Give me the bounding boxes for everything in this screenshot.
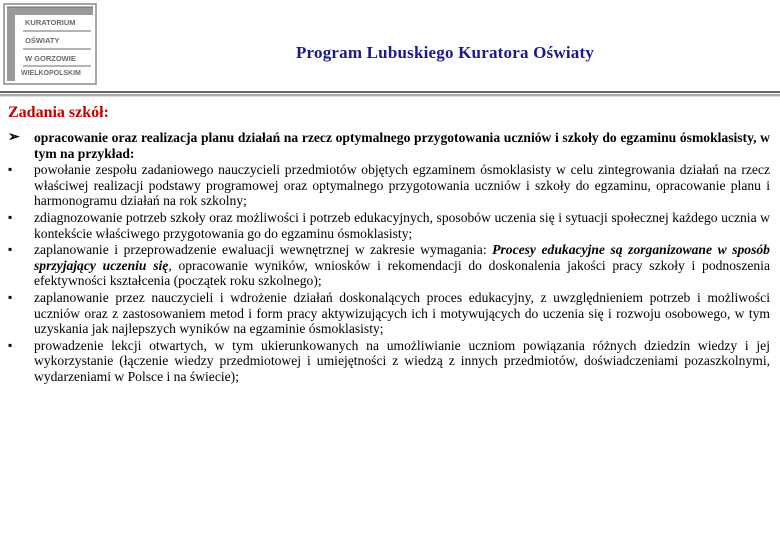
list-item xyxy=(8,242,770,289)
list-item-text: powołanie zespołu zadaniowego nauczycieli przedmiotów objętych egzaminem ósmoklasisty w celu zintegrowania działań na rzecz właściwej realizacji podstawy programowej oraz optymalnego przygotowania uczniów i szkoły do egzaminu, opracowanie planu i harmonogramu działań na rok szkolny; xyxy=(34,162,770,209)
task-list xyxy=(8,130,770,385)
section-title: Zadania szkół: xyxy=(8,104,109,121)
square-bullet-icon: ▪ xyxy=(8,242,13,257)
main-item-text: opracowanie oraz realizacja planu działań na rzecz optymalnego przygotowania uczniów i szkoły do egzaminu ósmoklasisty, w tym na przykład: xyxy=(34,130,770,161)
list-item-emphasis: Procesy edukacyjne są zorganizowane w sposób sprzyjający uczeniu się xyxy=(34,242,770,273)
list-item-text-before: zaplanowanie i przeprowadzenie ewaluacji wewnętrznej w zakresie wymagania: xyxy=(34,242,493,258)
arrow-bullet-icon: ➢ xyxy=(8,130,20,145)
square-bullet-icon: ▪ xyxy=(8,162,13,177)
list-item-text: zdiagnozowanie potrzeb szkoły oraz możliwości i potrzeb edukacyjnych, sposobów uczenia się i sytuacji społecznej każdego ucznia w kontekście właściwego przygotowania go do egzaminu ósmoklasisty; xyxy=(34,209,770,241)
logo-line-1: KURATORIUM xyxy=(25,18,76,27)
list-item xyxy=(8,162,770,209)
list-item xyxy=(8,210,770,241)
list-item xyxy=(8,338,770,385)
kuratorium-logo-icon xyxy=(3,3,97,85)
main-list-item xyxy=(8,130,770,161)
header-divider xyxy=(0,91,780,97)
square-bullet-icon: ▪ xyxy=(8,289,13,304)
list-item-text-after: , opracowanie wyników, wniosków i rekomendacji do doskonalenia jakości pracy szkoły i podnoszenia efektywności kształcenia (początek roku szkolnego); xyxy=(34,257,770,289)
logo-line-2: OŚWIATY xyxy=(25,36,60,45)
logo-line-4: WIELKOPOLSKIM xyxy=(21,70,81,77)
square-bullet-icon: ▪ xyxy=(8,337,13,352)
kuratorium-logo xyxy=(3,3,97,85)
list-item-text: zaplanowanie przez nauczycieli i wdrożenie działań doskonalących proces edukacyjny, z uwzględnieniem potrzeb i możliwości uczniów oraz z zastosowaniem metod i form pracy aktywizujących ich i motywujących do uczenia się i rozwoju osobowego, w tym uzyskania jak najlepszych wyników na egzaminie ósmoklasisty; xyxy=(34,289,770,337)
list-item-text: prowadzenie lekcji otwartych, w tym ukierunkowanych na umożliwianie uczniom powiązania różnych dziedzin wiedzy i jej wykorzystanie (łączenie wiedzy przedmiotowej i umiejętności z wiedzą z innych przedmiotów, doświadczeniami pozaszkolnymi, wydarzeniami w Polsce i na świecie); xyxy=(34,337,770,384)
logo-line-3: W GORZOWIE xyxy=(25,54,76,63)
square-bullet-icon: ▪ xyxy=(8,209,13,224)
page-title: Program Lubuskiego Kuratora Oświaty xyxy=(295,43,595,62)
list-item xyxy=(8,290,770,337)
